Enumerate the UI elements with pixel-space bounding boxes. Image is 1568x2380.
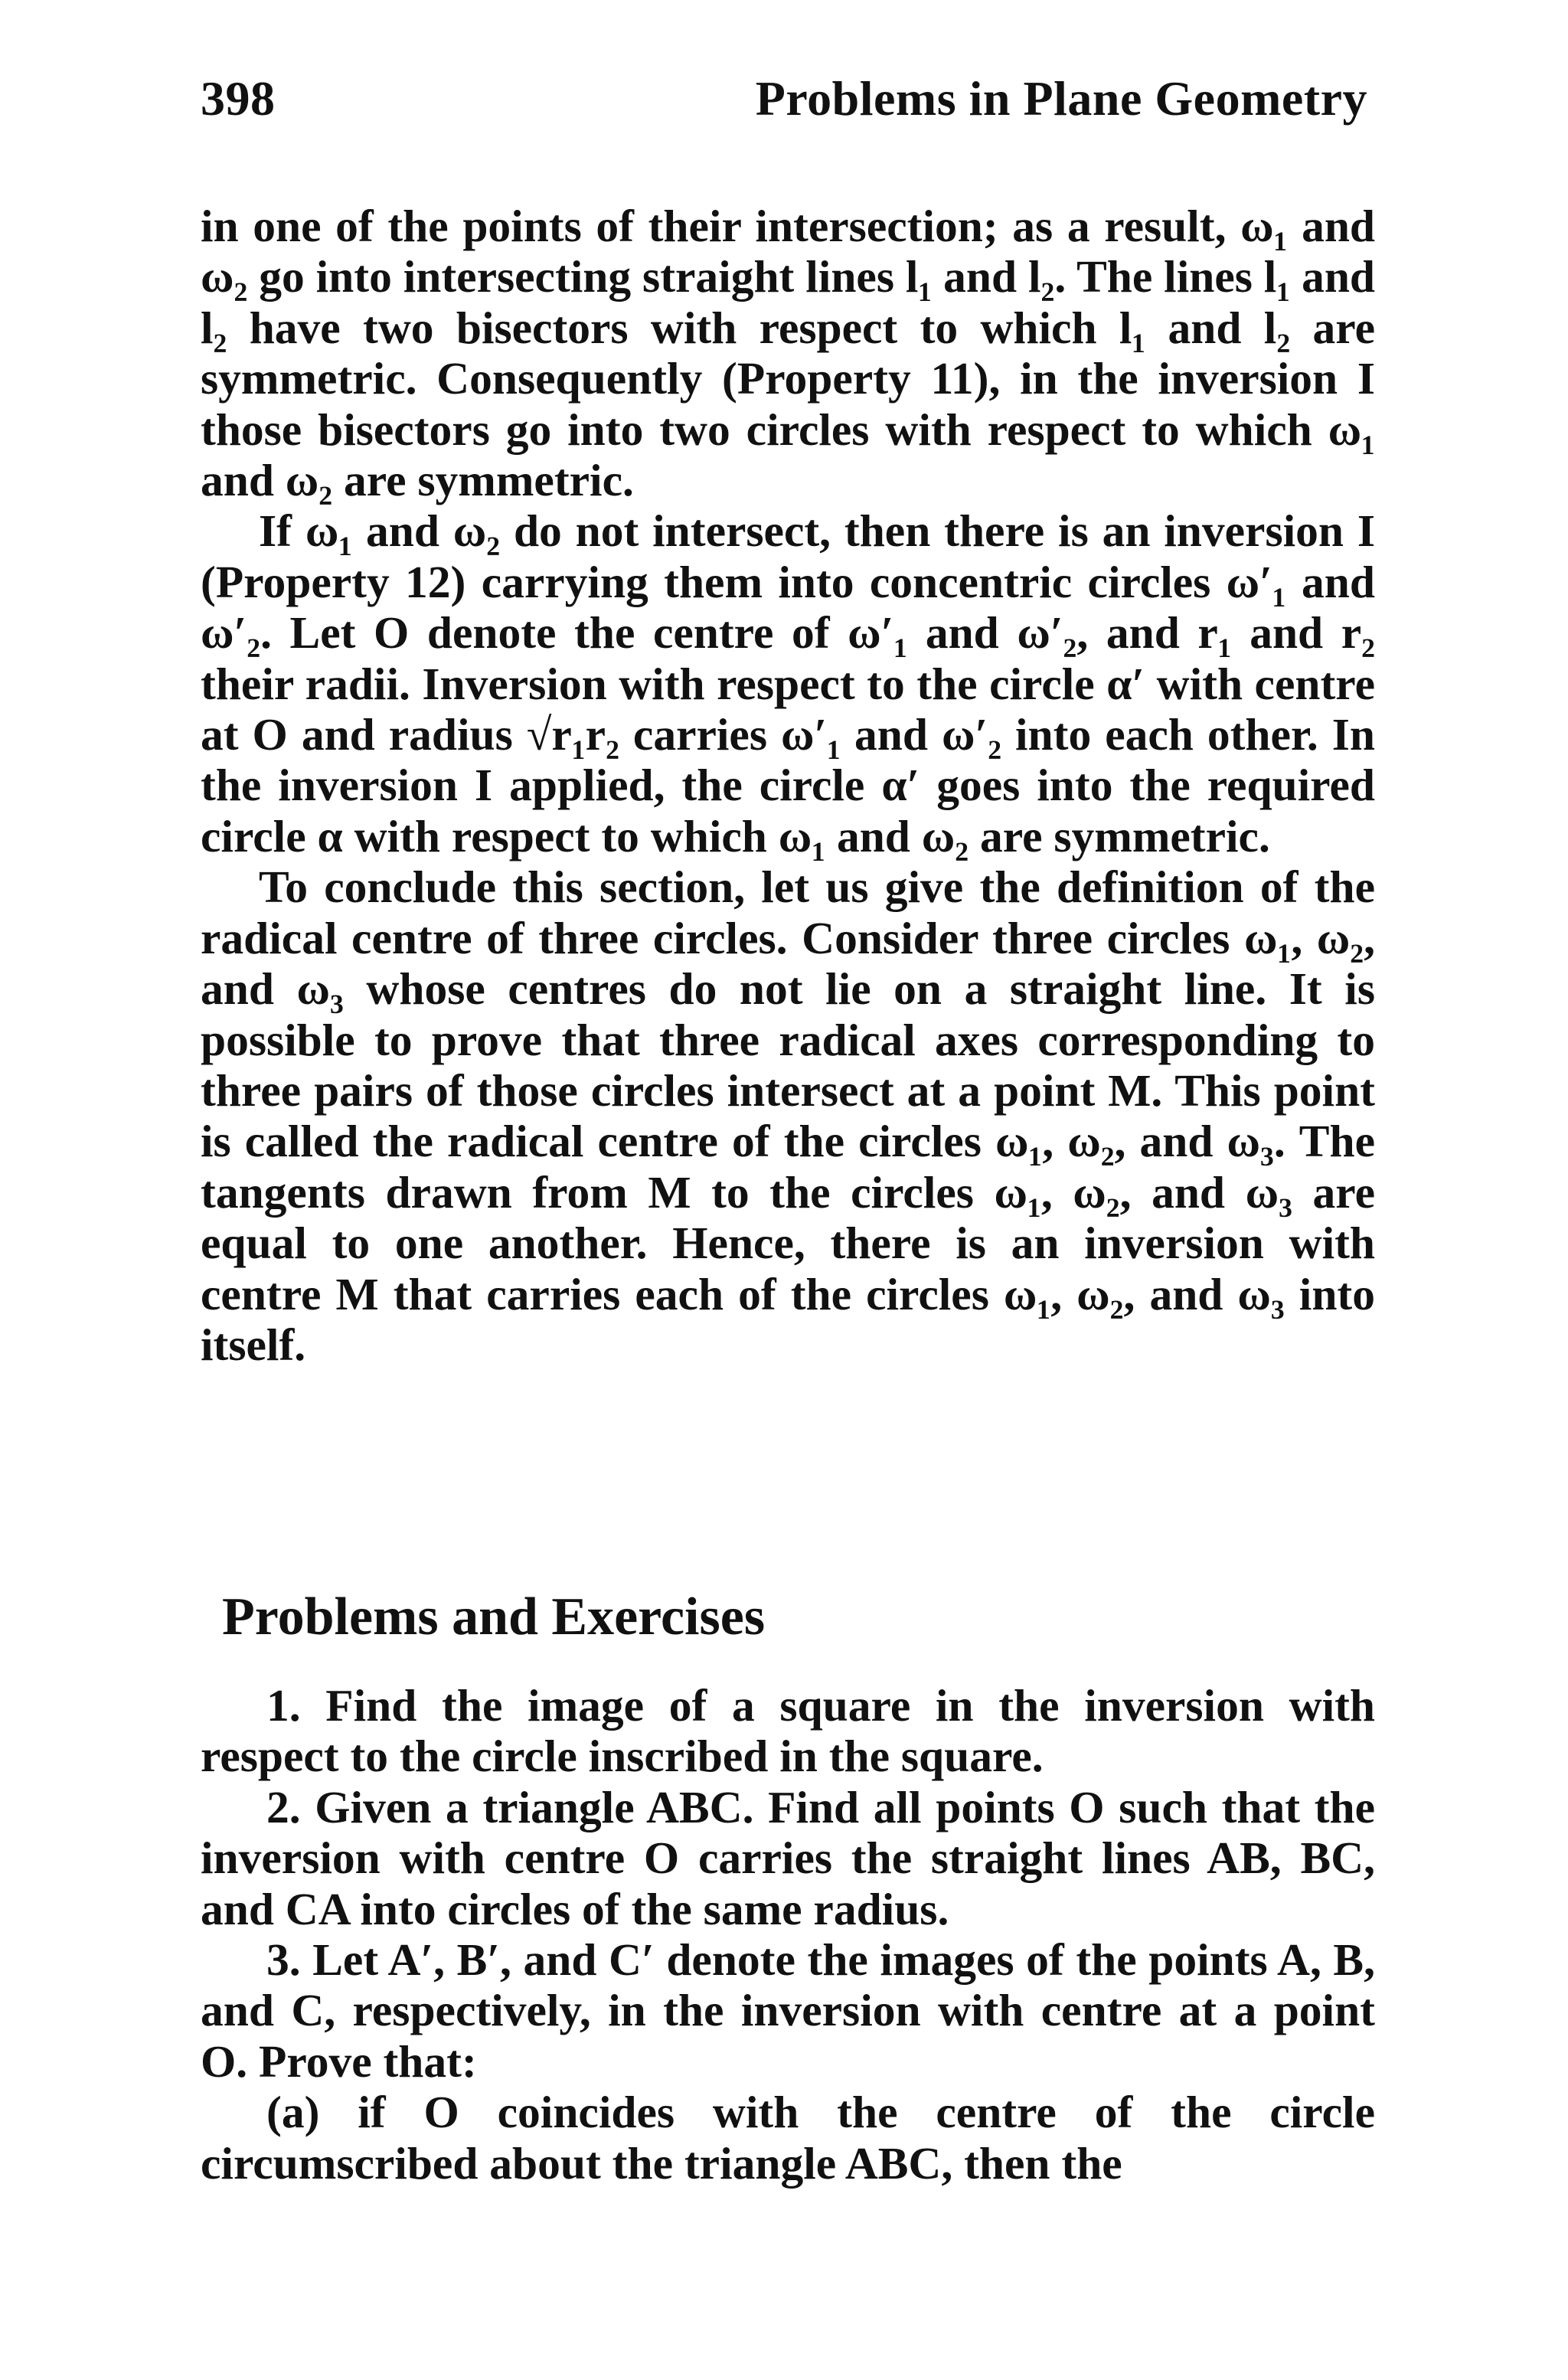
- section-heading: Problems and Exercises: [222, 1587, 766, 1646]
- paragraph: If ω₁ and ω₂ do not intersect, then there is an inversion I (Property 12) carrying them into concentric circles ω′₁ and ω′₂. Let O denote the centre of ω′₁ and ω′₂, and r₁ and r₂ their radii. Inversion with respect to the circle α′ with centre at O and radius √r₁r₂ carries ω′₁ and ω′₂ into each other. In the inversion I applied, the circle α′ goes into the required circle α with respect to which ω₁ and ω₂ are symmetric.: [201, 505, 1375, 861]
- exercise-item: 3. Let A′, B′, and C′ denote the images of the points A, B, and C, respectively, in the inversion with centre at a point O. Prove that:: [201, 1934, 1375, 2087]
- body-text: [201, 201, 1375, 1370]
- exercise-item: 1. Find the image of a square in the inversion with respect to the circle inscribed in the square.: [201, 1680, 1375, 1782]
- paragraph: To conclude this section, let us give the definition of the radical centre of three circles. Consider three circles ω₁, ω₂, and ω₃ whose centres do not lie on a straight line. It is possible to prove that three radical axes corresponding to three pairs of those circles intersect at a point M. This point is called the radical centre of the circles ω₁, ω₂, and ω₃. The tangents drawn from M to the circles ω₁, ω₂, and ω₃ are equal to one another. Hence, there is an inversion with centre M that carries each of the circles ω₁, ω₂, and ω₃ into itself.: [201, 861, 1375, 1370]
- exercise-item: 2. Given a triangle ABC. Find all points O such that the inversion with centre O carries the straight lines AB, BC, and CA into circles of the same radius.: [201, 1781, 1375, 1934]
- exercise-subitem: (a) if O coincides with the centre of the circle circumscribed about the triangle ABC, then the: [201, 2087, 1375, 2189]
- running-title: Problems in Plane Geometry: [755, 71, 1367, 126]
- paragraph: in one of the points of their intersection; as a result, ω₁ and ω₂ go into intersecting straight lines l₁ and l₂. The lines l₁ and l₂ have two bisectors with respect to which l₁ and l₂ are symmetric. Consequently (Property 11), in the inversion I those bisectors go into two circles with respect to which ω₁ and ω₂ are symmetric.: [201, 201, 1375, 506]
- exercise-list: [201, 1680, 1375, 2189]
- page-number: 398: [201, 71, 276, 126]
